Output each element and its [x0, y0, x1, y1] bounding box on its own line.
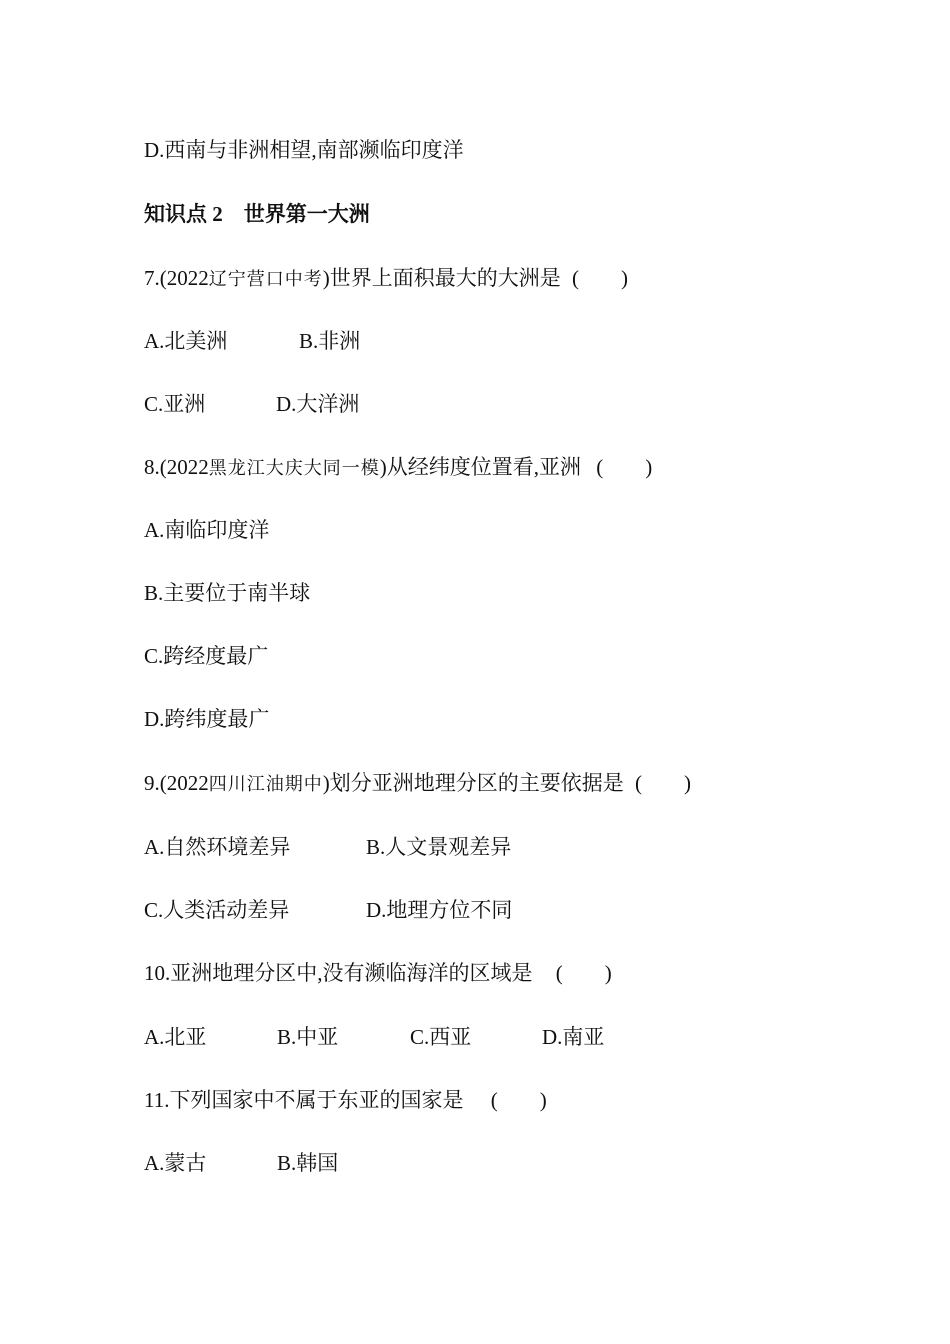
question-11-options	[144, 1149, 338, 1177]
answer-blank: ( )	[635, 771, 691, 795]
question-stem: 划分亚洲地理分区的主要依据是	[329, 771, 624, 795]
question-9	[144, 769, 691, 798]
question-8	[144, 453, 652, 482]
question-number: 8.	[144, 455, 160, 479]
option-a: A.蒙古	[144, 1151, 207, 1175]
question-number: 7.	[144, 266, 160, 290]
question-source-open: (2022	[159, 771, 209, 795]
question-stem: 10.亚洲地理分区中,没有濒临海洋的区域是	[144, 961, 533, 985]
section-title: 知识点 2 世界第一大洲	[144, 202, 370, 226]
option-c: C.跨经度最广	[144, 644, 269, 668]
option-b: B.人文景观差异	[366, 835, 512, 859]
question-source-open: (2022	[159, 455, 209, 479]
option-a: A.自然环境差异	[144, 835, 291, 859]
option-b: B.主要位于南半球	[144, 581, 311, 605]
question-source-open: (2022	[159, 266, 209, 290]
question-9-options-row-2	[144, 896, 512, 924]
option-c: C.西亚	[410, 1025, 472, 1049]
option-d: D.跨纬度最广	[144, 707, 270, 731]
option-a: A.南临印度洋	[144, 518, 270, 542]
option-c: C.人类活动差异	[144, 898, 290, 922]
question-11	[144, 1086, 547, 1114]
question-number: 9.	[144, 771, 160, 795]
question-9-options-row-1	[144, 833, 511, 861]
option-d: D.地理方位不同	[366, 898, 513, 922]
question-7-options-row-1	[144, 327, 360, 355]
question-source-close: )	[322, 266, 330, 290]
option-a: A.北亚	[144, 1025, 207, 1049]
question-10-options	[144, 1023, 604, 1051]
question-source-close: )	[379, 455, 387, 479]
question-stem: 11.下列国家中不属于东亚的国家是	[144, 1088, 464, 1112]
answer-blank: ( )	[572, 266, 628, 290]
option-b: B.中亚	[277, 1025, 339, 1049]
answer-blank: ( )	[490, 1088, 547, 1112]
answer-blank: ( )	[596, 455, 653, 479]
question-7-options-row-2	[144, 390, 359, 418]
option-b: B.韩国	[277, 1151, 339, 1175]
option-b: B.非洲	[299, 329, 361, 353]
question-10	[144, 959, 612, 987]
option-d: D.南亚	[542, 1025, 605, 1049]
option-d: D.大洋洲	[276, 392, 360, 416]
option-a: A.北美洲	[144, 329, 228, 353]
question-source: 辽宁营口中考	[208, 269, 323, 289]
option-c: C.亚洲	[144, 392, 206, 416]
question-stem: 从经纬度位置看,亚洲	[386, 455, 581, 479]
question-source: 黑龙江大庆大同一模	[208, 458, 380, 478]
question-stem: 世界上面积最大的大洲是	[329, 266, 561, 290]
option-d-previous: D.西南与非洲相望,南部濒临印度洋	[144, 138, 464, 162]
question-source-close: )	[322, 771, 330, 795]
question-source: 四川江油期中	[208, 774, 323, 794]
question-7	[144, 264, 628, 293]
answer-blank: ( )	[555, 961, 612, 985]
